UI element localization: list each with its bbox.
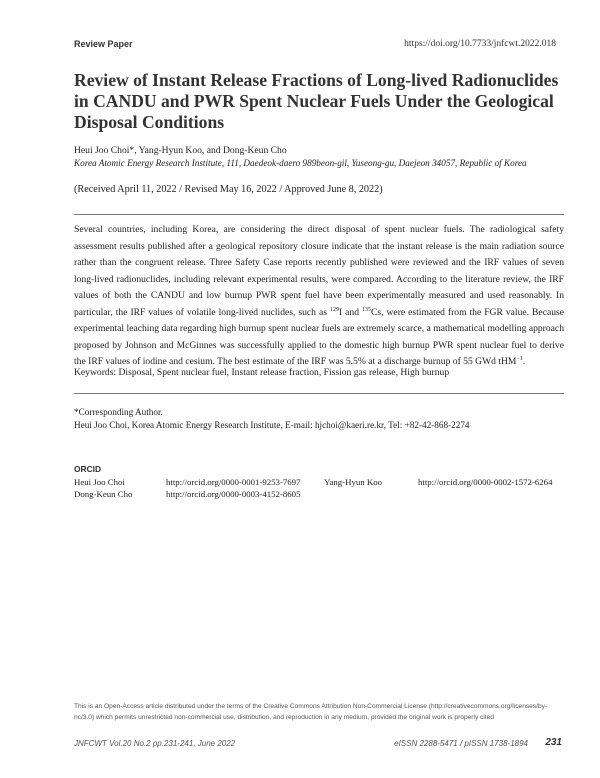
abstract-part-4: . [522,356,526,367]
paper-title: Review of Instant Release Fractions of Long-lived Radionuclides in CANDU and PWR Spent Nuclear Fuels Under the Geological Disposal Conditions [74,70,559,132]
abstract-part-1: Several countries, including Korea, are considering the direct disposal of spent nuclear fuels. The radiological safety assessment results published after a geological repository closure indicate that the instant release is the main radiation source rather than the congruent release. Three Safety Case reports recently published were reviewed and the IRF values of seven long-lived radionuclides, including relevant experimental results, were compared. According to the literature review, the IRF values of both the CANDU and low burnup PWR spent fuel have been experimentally measured and used reasonably. In particular, the IRF values of volatile long-lived nuclides, such as [74,224,564,318]
abstract-part-2: I and [338,306,362,318]
abstract-part-3: Cs, were estimated from the FGR value. Because experimental leaching data regarding high burnup spent nuclear fuels are extremely scarce, a mathematical modelling approach proposed by Johnson and McGinnes was successfully applied to the domestic high burnup PWR spent nuclear fuel to derive the IRF values of iodine and cesium. The best estimate of the IRF was 5.5% at a discharge burnup of 55 GWd tHM [74,306,564,367]
journal-citation: JNFCWT Vol.20 No.2 pp.231-241, June 2022 [74,739,236,748]
orcid-link[interactable]: http://orcid.org/0000-0003-4152-8605 [166,489,301,499]
orcid-name: Heui Joo Choi [74,477,125,487]
cesium-mass-number: 135 [361,306,371,313]
license-notice: This is an Open-Access article distributed under the terms of the Creative Commons Attribution Non-Commercial License (http://creativecommons.org/licenses/by-nc/3.0) which permits unrestricted non-commercial use, distribution, and reproduction in any medium, provided the original work is properly cited [74,703,548,721]
orcid-link[interactable]: http://orcid.org/0000-0002-1572-6264 [418,477,553,487]
abstract [74,222,564,371]
orcid-heading: ORCID [74,464,101,474]
submission-dates: (Received April 11, 2022 / Revised May 16, 2022 / Approved June 8, 2022) [74,184,383,195]
page-number: 231 [545,737,562,748]
article-type-label: Review Paper [74,39,133,49]
author-list: Heui Joo Choi*, Yang-Hyun Koo, and Dong-Keun Cho [74,145,287,156]
unit-exponent: −1 [516,355,523,362]
issn-info: eISSN 2288-5471 / pISSN 1738-1894 [394,739,528,748]
orcid-name: Yang-Hyun Koo [324,477,382,487]
orcid-name: Dong-Keun Cho [74,489,133,499]
corresponding-author-label: *Corresponding Author. [74,407,163,417]
abstract-bottom-rule [74,393,564,394]
iodine-mass-number: 129 [329,306,339,313]
orcid-link[interactable]: http://orcid.org/0000-0001-9253-7697 [166,477,301,487]
abstract-top-rule [74,214,564,215]
keywords: Keywords: Disposal, Spent nuclear fuel, Instant release fraction, Fission gas release, High burnup [74,367,450,378]
doi-link[interactable]: https://doi.org/10.7733/jnfcwt.2022.018 [404,39,556,49]
corresponding-author-info: Heui Joo Choi, Korea Atomic Energy Research Institute, E-mail: hjchoi@kaeri.re.kr, Tel: +82-42-868-2274 [74,420,470,430]
affiliation: Korea Atomic Energy Research Institute, 111, Daedeok-daero 989beon-gil, Yuseong-gu, Daejeon 34057, Republic of Korea [74,158,527,168]
